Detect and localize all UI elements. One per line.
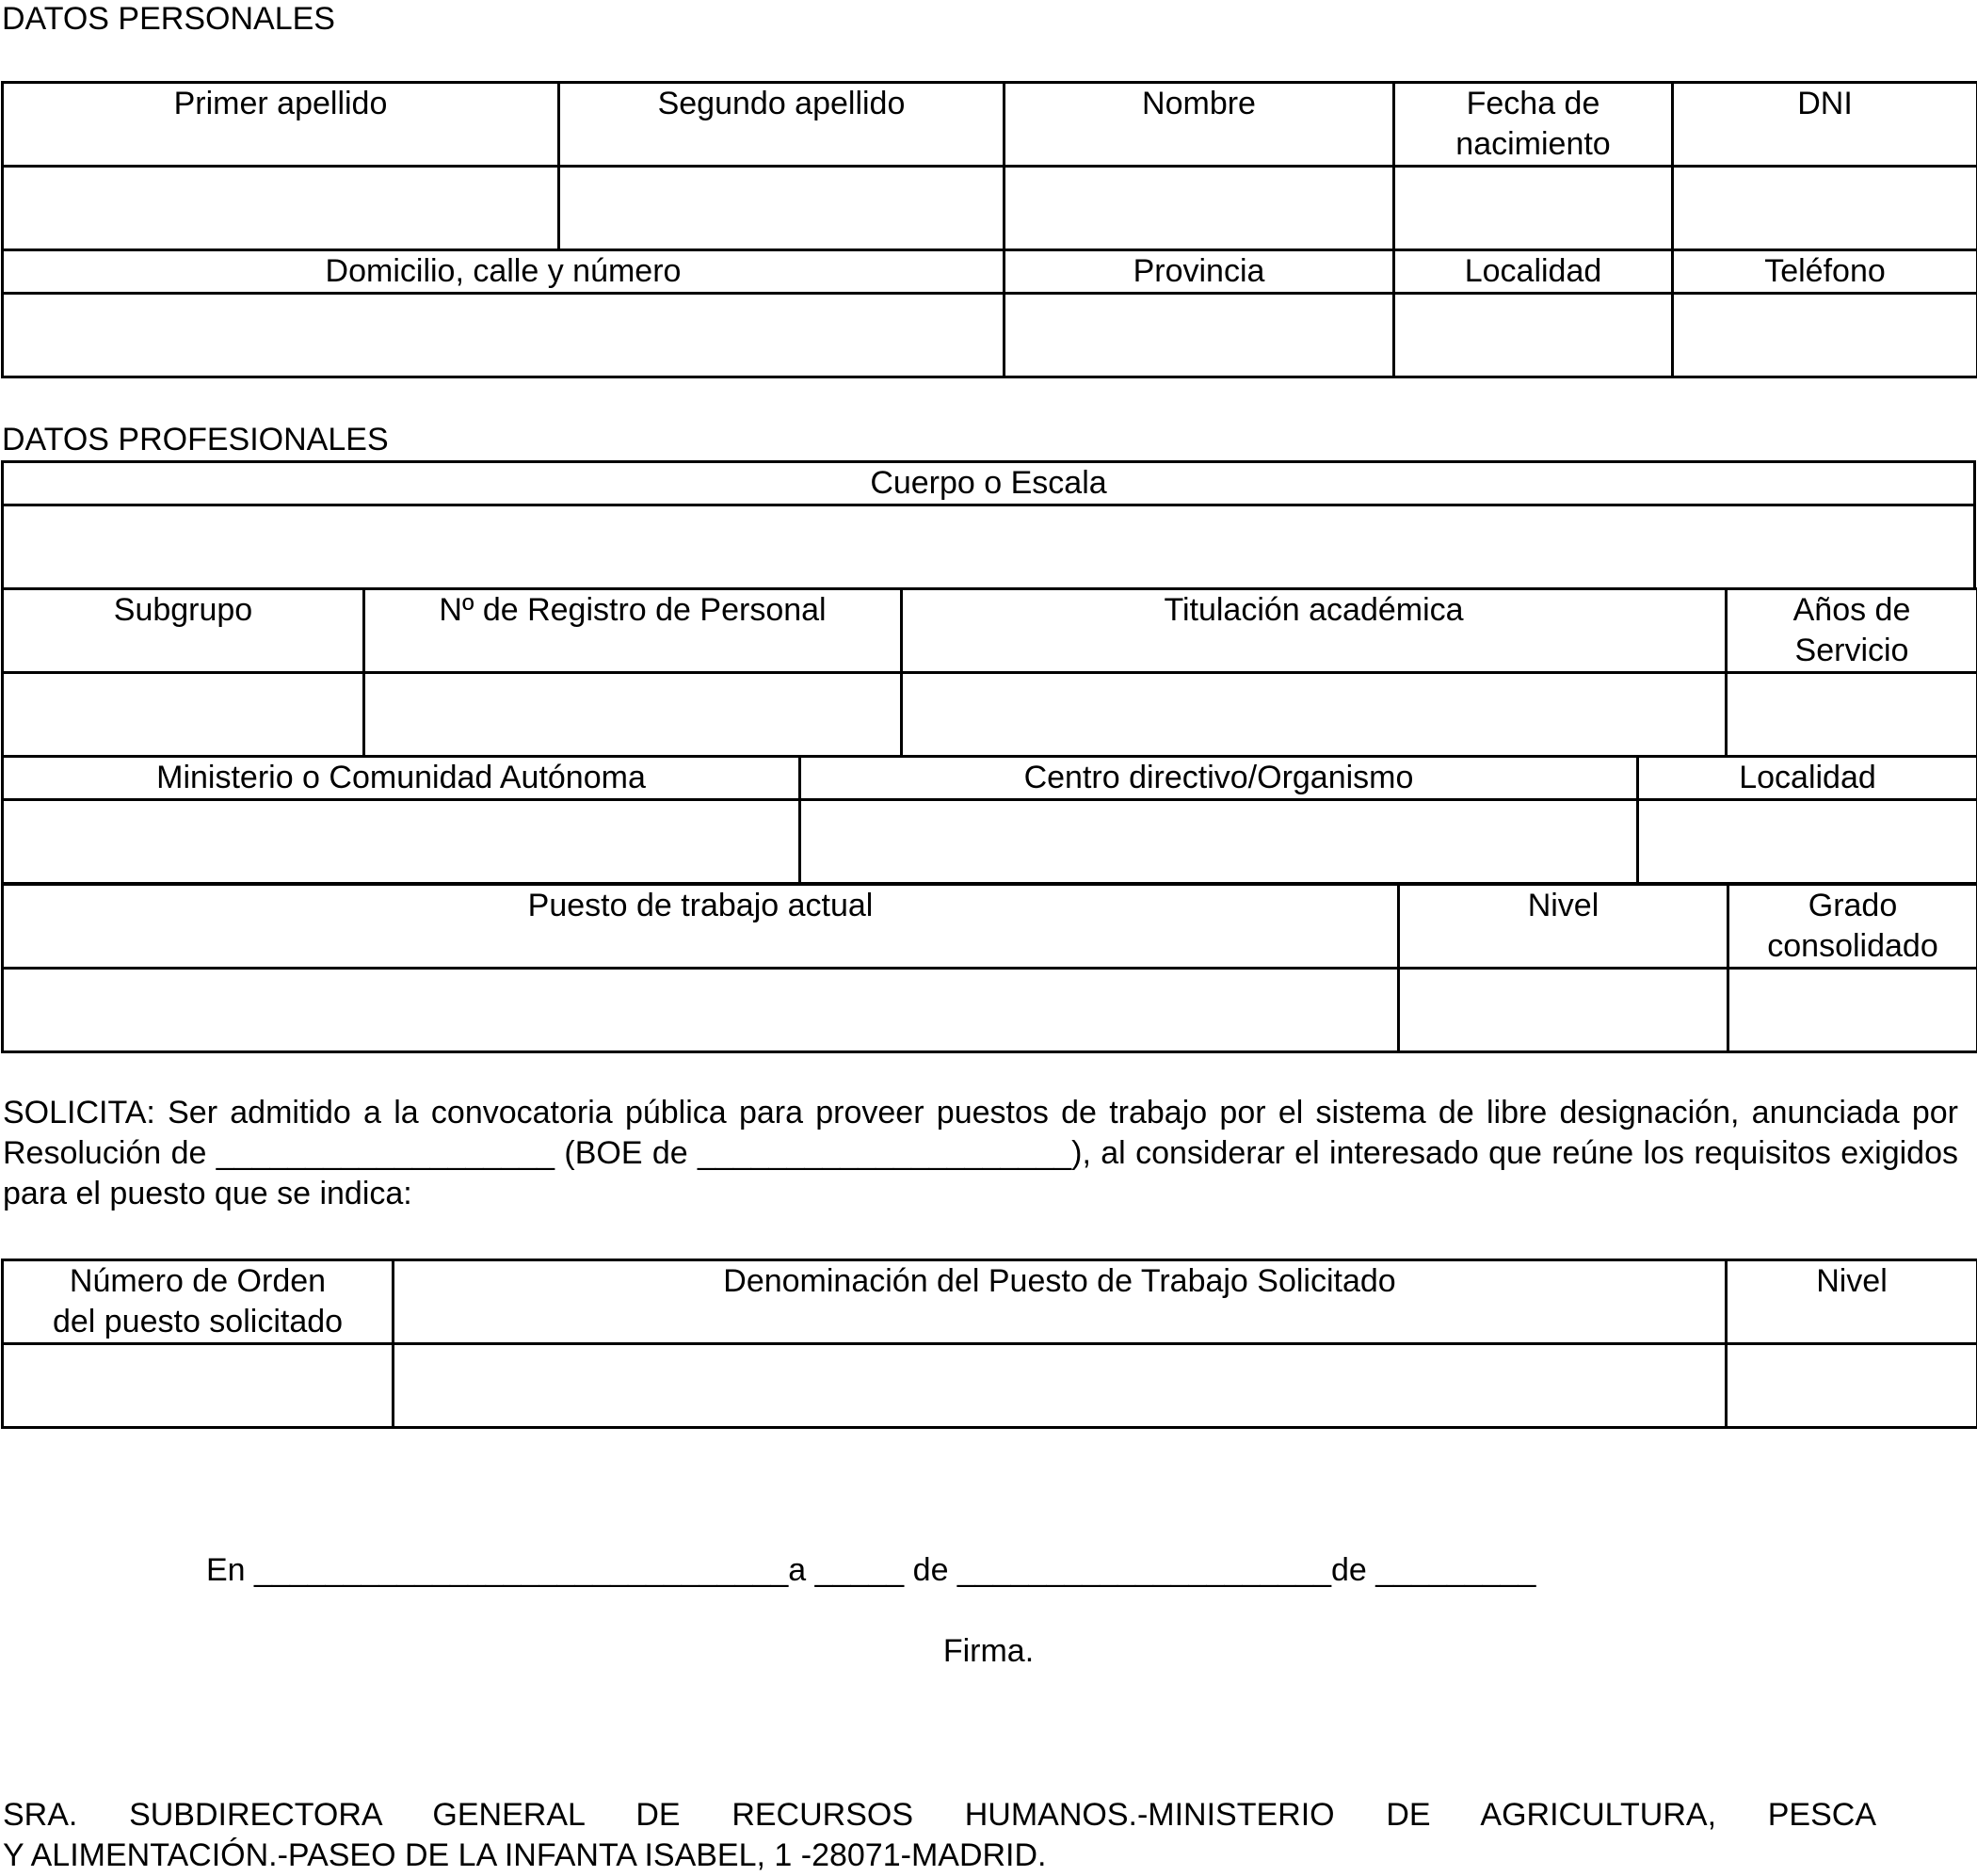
field-numero-orden[interactable] bbox=[3, 1344, 394, 1428]
header-grado-consolidado bbox=[1728, 885, 1977, 969]
field-nivel-actual[interactable] bbox=[1399, 969, 1728, 1052]
destinatario-line1: SRA. SUBDIRECTORA GENERAL DE RECURSOS HUMANOS.-MINISTERIO DE AGRICULTURA, PESCA bbox=[3, 1797, 1876, 1833]
field-titulacion[interactable] bbox=[902, 673, 1727, 757]
header-numero-orden-line1: Número de Orden bbox=[69, 1263, 327, 1299]
field-domicilio[interactable] bbox=[3, 294, 1005, 377]
header-anos-servicio bbox=[1727, 589, 1977, 673]
field-cuerpo-escala[interactable] bbox=[3, 505, 1975, 589]
header-fecha-nacimiento-line2: nacimiento bbox=[1455, 126, 1611, 162]
header-titulacion: Titulación académica bbox=[902, 589, 1727, 673]
field-ministerio[interactable] bbox=[3, 800, 800, 884]
header-segundo-apellido: Segundo apellido bbox=[559, 83, 1005, 167]
header-nombre: Nombre bbox=[1005, 83, 1394, 167]
field-registro-personal[interactable] bbox=[364, 673, 902, 757]
header-nivel-solicitado: Nivel bbox=[1727, 1260, 1977, 1344]
field-centro-directivo[interactable] bbox=[800, 800, 1638, 884]
puesto-solicitado-table bbox=[1, 1259, 1977, 1429]
destinatario-line2: Y ALIMENTACIÓN.-PASEO DE LA INFANTA ISABEL, 1 -28071-MADRID. bbox=[3, 1837, 1047, 1873]
section-title-datos-profesionales: DATOS PROFESIONALES bbox=[2, 422, 389, 457]
header-localidad-profesional: Localidad bbox=[1638, 757, 1977, 800]
header-domicilio: Domicilio, calle y número bbox=[3, 250, 1005, 294]
field-subgrupo[interactable] bbox=[3, 673, 364, 757]
header-numero-orden-line2: del puesto solicitado bbox=[52, 1304, 344, 1339]
header-fecha-nacimiento-line1: Fecha de bbox=[1466, 86, 1600, 121]
header-anos-servicio-line2: Servicio bbox=[1794, 633, 1909, 668]
field-provincia[interactable] bbox=[1005, 294, 1394, 377]
field-segundo-apellido[interactable] bbox=[559, 167, 1005, 250]
section-title-datos-personales: DATOS PERSONALES bbox=[2, 1, 335, 37]
field-denominacion-puesto[interactable] bbox=[394, 1344, 1727, 1428]
header-provincia: Provincia bbox=[1005, 250, 1394, 294]
header-numero-orden bbox=[3, 1260, 394, 1344]
header-registro-personal: Nº de Registro de Personal bbox=[364, 589, 902, 673]
field-grado-consolidado[interactable] bbox=[1728, 969, 1977, 1052]
field-localidad[interactable] bbox=[1394, 294, 1673, 377]
header-localidad: Localidad bbox=[1394, 250, 1673, 294]
field-nivel-solicitado[interactable] bbox=[1727, 1344, 1977, 1428]
header-fecha-nacimiento bbox=[1394, 83, 1673, 167]
field-nombre[interactable] bbox=[1005, 167, 1394, 250]
header-denominacion-puesto: Denominación del Puesto de Trabajo Solicitado bbox=[394, 1260, 1727, 1344]
field-localidad-profesional[interactable] bbox=[1638, 800, 1977, 884]
field-anos-servicio[interactable] bbox=[1727, 673, 1977, 757]
header-anos-servicio-line1: Años de bbox=[1792, 592, 1911, 628]
field-fecha-nacimiento[interactable] bbox=[1394, 167, 1673, 250]
header-subgrupo: Subgrupo bbox=[3, 589, 364, 673]
solicita-paragraph: SOLICITA: Ser admitido a la convocatoria pública para proveer puestos de trabajo por el sistema de libre designación, anunciada por Resolución de ___________________ (BOE de _____________________), al considerar el interesado que reúne los requisitos exigidos para el puesto que se indica: bbox=[3, 1095, 1958, 1211]
field-telefono[interactable] bbox=[1673, 294, 1977, 377]
field-puesto-actual[interactable] bbox=[3, 969, 1399, 1052]
header-grado-line2: consolidado bbox=[1767, 928, 1938, 964]
subgrupo-table bbox=[1, 587, 1977, 758]
header-nivel-actual: Nivel bbox=[1399, 885, 1728, 969]
field-dni[interactable] bbox=[1673, 167, 1977, 250]
date-place-line: En ______________________________a _____ de _____________________de _________ bbox=[206, 1552, 1536, 1588]
header-primer-apellido: Primer apellido bbox=[3, 83, 559, 167]
header-ministerio: Ministerio o Comunidad Autónoma bbox=[3, 757, 800, 800]
destinatario-block bbox=[3, 1795, 1876, 1876]
cuerpo-table bbox=[1, 460, 1976, 590]
header-cuerpo-escala: Cuerpo o Escala bbox=[3, 462, 1975, 505]
header-grado-line1: Grado bbox=[1808, 888, 1898, 923]
header-dni: DNI bbox=[1673, 83, 1977, 167]
header-puesto-actual: Puesto de trabajo actual bbox=[3, 885, 1399, 969]
ministerio-table bbox=[1, 755, 1977, 885]
header-telefono: Teléfono bbox=[1673, 250, 1977, 294]
field-primer-apellido[interactable] bbox=[3, 167, 559, 250]
puesto-actual-table bbox=[1, 883, 1977, 1053]
personal-data-table bbox=[1, 81, 1977, 378]
header-centro-directivo: Centro directivo/Organismo bbox=[800, 757, 1638, 800]
firma-label: Firma. bbox=[942, 1633, 1035, 1669]
